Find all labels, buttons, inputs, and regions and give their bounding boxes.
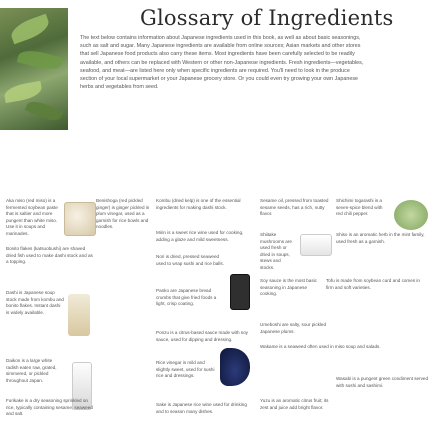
- header: [0, 0, 438, 188]
- glossary-entry: Bonito flakes (katsuobushi) are shaved dried fish used to make dashi stock and as a topping.: [6, 246, 93, 265]
- glossary-entry: Shiitake mushrooms are used fresh or dried in soups, stews and stocks.: [260, 232, 292, 270]
- glossary-entry: Shiso is an aromatic herb in the mint family, used fresh as a garnish.: [336, 232, 425, 244]
- intro-paragraph: The text below contains information about Japanese ingredients used in this book, as well as about basic seasonings, such as salt and sugar. Many Japanese ingredients are available from online sources; Asian markets and other stores that sell Japanese food products also carry these items. Most ingredients have been carefully selected to be readily available, and others can be replaced with Western or other non-Japanese ingredients. Fresh ingredients—vegetables, seafood, and meat—are listed here only when specific ingredients are required. You'll need to look in the produce section of your local supermarket or your Japanese grocery store. Or you could even try growing your own Japanese herbs and vegetables from seed.: [80, 35, 364, 91]
- page-title: Glossary of Ingredients: [140, 6, 394, 30]
- glossary-entry: Yuzu is an aromatic citrus fruit; its zest and juice add bright flavor.: [260, 398, 329, 410]
- glossary-entry: Mirin is a sweet rice wine used for cooking, adding a glaze and mild sweetness.: [156, 230, 244, 242]
- ingredient-thumbnail: [64, 202, 96, 236]
- glossary-entry: Rice vinegar is mild and slightly sweet, used for sushi rice and dressings.: [156, 360, 215, 379]
- glossary-entry: Sesame oil, pressed from toasted sesame seeds, has a rich, nutty flavor.: [260, 198, 329, 217]
- ingredient-thumbnail: [230, 274, 250, 310]
- glossary-entry: Wasabi is a pungent green condiment served with sushi and sashimi.: [336, 376, 428, 388]
- glossary-entry: Aka miso (red miso) is a fermented soybean paste that is saltier and more pungent than white miso. Use it in soups and marinades.: [6, 198, 58, 236]
- glossary-entry: Wakame is a seaweed often used in miso soup and salads.: [260, 344, 381, 349]
- glossary-entry: Umeboshi are salty, sour pickled Japanese plums.: [260, 322, 327, 334]
- glossary-entry: Shichimi togarashi is a seven-spice blend with red chili pepper.: [336, 198, 383, 217]
- glossary-entry: Ponzu is a citrus-based sauce made with soy sauce, used for dipping and dressing.: [156, 330, 248, 342]
- hero-image: [0, 8, 68, 130]
- ingredient-thumbnail: [68, 294, 90, 336]
- glossary-entry: Kombu (dried kelp) is one of the essential ingredients for making dashi stock.: [156, 198, 241, 210]
- glossary-entry: Tofu is made from soybean curd and comes in firm and soft varieties.: [326, 278, 420, 290]
- ingredient-thumbnail: [394, 200, 428, 230]
- glossary-entry: Benishoga (red pickled ginger) is ginger pickled in plum vinegar, used as a garnish for rice bowls and noodles.: [96, 198, 150, 230]
- ingredient-thumbnail: [220, 348, 250, 386]
- glossary-entry: Nori is dried, pressed seaweed used to wrap sushi and rice balls.: [156, 254, 224, 266]
- ingredient-thumbnail: [300, 234, 332, 256]
- glossary-entry: Soy sauce is the most basic seasoning in Japanese cooking.: [260, 278, 317, 297]
- glossary-entry: Panko are Japanese bread crumbs that give fried foods a light, crisp coating.: [156, 288, 217, 307]
- glossary-entry: Furikake is a dry seasoning sprinkled on rice, typically containing sesame, seaweed and salt.: [6, 398, 93, 417]
- glossary-entry: Dashi is Japanese soup stock made from kombu and bonito flakes. Instant dashi is widely available.: [6, 290, 64, 315]
- glossary-entry: Daikon is a large white radish eaten raw, grated, simmered, or pickled throughout Japan.: [6, 358, 57, 383]
- glossary-entry: Sake is Japanese rice wine used for drinking and to season many dishes.: [156, 402, 247, 414]
